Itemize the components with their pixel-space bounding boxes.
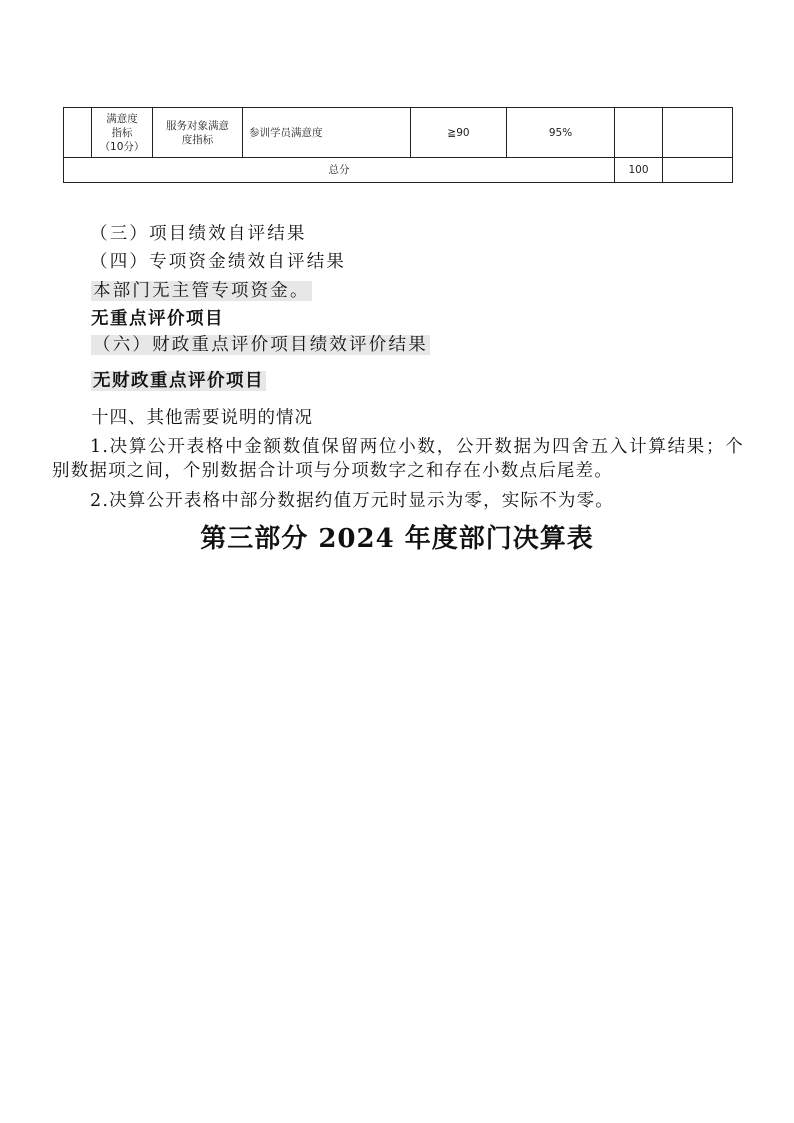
indicator-level1-cell (92, 108, 153, 158)
table-total-row (64, 158, 733, 183)
actual-value-cell: 95% (507, 108, 615, 158)
target-value-cell: ≧90 (411, 108, 507, 158)
item4-note: 本部门无主管专项资金。 (93, 281, 310, 301)
performance-table (63, 107, 733, 183)
total-value-cell: 100 (615, 158, 663, 183)
indicator-level2-line: 服务对象满意 (166, 119, 229, 132)
note-2: 2.决算公开表格中部分数据约值万元时显示为零，实际不为零。 (90, 491, 614, 511)
section-item3: （三）项目绩效自评结果 (90, 224, 307, 244)
score-weight-cell (615, 108, 663, 158)
indicator-level3-cell: 参训学员满意度 (243, 108, 411, 158)
table-row (64, 108, 733, 158)
indicator-level1-line: 指标 (111, 126, 133, 139)
no-key-eval-text: 无重点评价项目 (91, 309, 224, 329)
section-item6: （六）财政重点评价项目绩效评价结果 (93, 335, 428, 355)
section-heading-14: 十四、其他需要说明的情况 (91, 408, 313, 428)
total-score-cell (663, 158, 733, 183)
section-item4: （四）专项资金绩效自评结果 (90, 252, 347, 272)
indicator-level1-line: （10分） (99, 140, 145, 153)
no-fiscal-eval-text: 无财政重点评价项目 (93, 371, 264, 391)
indicator-level2-cell (153, 108, 243, 158)
note-1: 1.决算公开表格中金额数值保留两位小数，公开数据为四舍五入计算结果；个别数据项之间，个别数据合计项与分项数字之和存在小数点后尾差。 (52, 437, 744, 481)
score-cell (663, 108, 733, 158)
table-cell-empty (64, 108, 92, 158)
total-label-cell: 总分 (64, 158, 615, 183)
indicator-level2-line: 度指标 (181, 133, 214, 146)
part-title: 第三部分 2024 年度部门决算表 (200, 524, 594, 554)
indicator-level1-line: 满意度 (106, 112, 138, 125)
